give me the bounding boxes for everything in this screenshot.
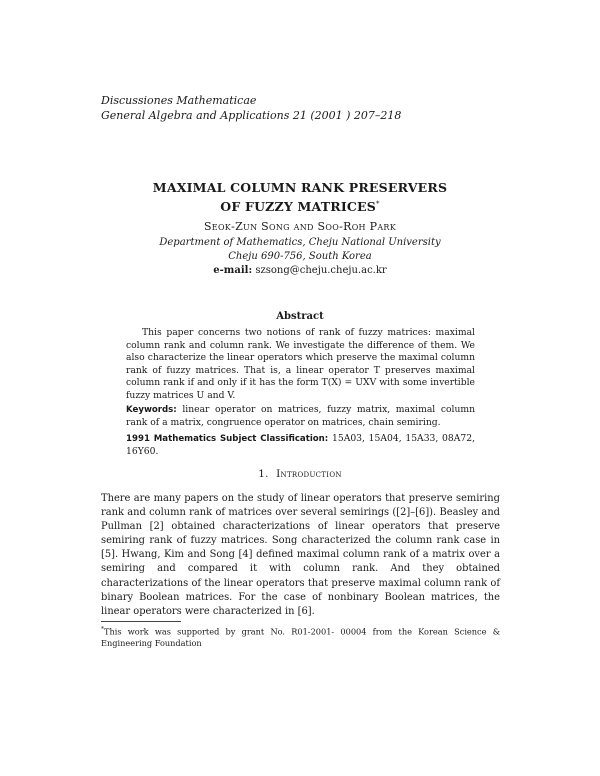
journal-header (101, 93, 521, 123)
title-line-1: MAXIMAL COLUMN RANK PRESERVERS (152, 180, 448, 195)
journal-volume: General Algebra and Applications 21 (2001 ) 207–218 (101, 109, 402, 122)
department: Department of Mathematics, Cheju National University (159, 237, 441, 248)
keywords-text: linear operator on matrices, fuzzy matrix, maximal column rank of a matrix, congruence operator on matrices, chain semiring. (126, 404, 476, 428)
email-label: e-mail: (213, 265, 253, 276)
author-list: Seok-Zun Song and Soo-Roh Park (203, 220, 397, 233)
address: Cheju 690-756, South Korea (228, 251, 372, 262)
keywords-label: Keywords: (126, 405, 177, 415)
introduction-paragraph: There are many papers on the study of linear operators that preserve semiring rank and column rank of matrices over several semirings ([2]–[6]). Beasley and Pullman [2] obtained characterizations of linear operators that preserve semiring rank of fuzzy matrices. Song characterized the column rank case in [5]. Hwang, Kim and Song [4] defined maximal column rank of a matrix over a semiring and compared it with column rank. And they obtained characterizations of the linear operators that preserve maximal column rank of binary Boolean matrices. For the case of nonbinary Boolean matrices, the linear operators were characterized in [6]. (101, 493, 500, 617)
journal-name: Discussiones Mathematicae (101, 94, 257, 107)
section-number: 1. (258, 468, 269, 480)
title-line-2-text: OF FUZZY MATRICES (220, 199, 376, 215)
keywords (126, 404, 475, 429)
footnote-marker: * (101, 626, 104, 633)
msc-classification (126, 433, 475, 458)
msc-codes: 15A03, 15A04, 15A33, 08A72, 16Y60. (126, 433, 475, 457)
footnote (101, 624, 500, 650)
paper-title (100, 180, 500, 215)
section-title: Introduction (276, 468, 342, 480)
msc-label: 1991 Mathematics Subject Classification: (126, 434, 329, 444)
affiliation (100, 236, 500, 278)
title-footnote-marker: * (376, 200, 380, 208)
footnote-text: This work was supported by grant No. R01-2001- 00004 from the Korean Science & Engineering Foundation (101, 626, 500, 649)
title-line-2 (100, 196, 500, 215)
abstract-text: This paper concerns two notions of rank of fuzzy matrices: maximal column rank and column rank. We investigate the difference of them. We also characterize the linear operators which preserve the maximal column rank of fuzzy matrices. That is, a linear operator T preserves maximal column rank if and only if it has the form T(X) = UXV with some invertible fuzzy matrices U and V. (126, 327, 475, 401)
email-line (100, 264, 500, 278)
abstract-heading: Abstract (276, 311, 324, 322)
section-heading (100, 468, 500, 480)
email-address[interactable]: szsong@cheju.cheju.ac.kr (255, 265, 387, 276)
footnote-divider (101, 621, 181, 622)
